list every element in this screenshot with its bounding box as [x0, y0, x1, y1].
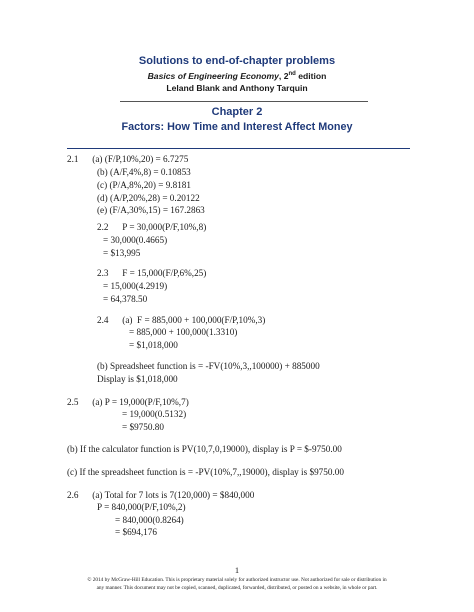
problem-2-2-step: = 30,000(0.4665) [103, 235, 168, 245]
problem-2-4-a: 2.4 (a) F = 885,000 + 100,000(F/P,10%,3) [97, 315, 266, 325]
problem-2-6-a: 2.6 (a) Total for 7 lots is 7(120,000) = $840,000 [67, 490, 255, 500]
page-number: 1 [234, 565, 240, 575]
copyright-line-2: any manner. This document may not be copied, scanned, duplicated, forwarded, distributed, or posted on a website, in whole or part. [96, 585, 378, 591]
problem-2-5-a: 2.5 (a) P = 19,000(P/F,10%,7) [67, 397, 189, 407]
problem-2-1-e: (e) (F/A,30%,15) = 167.2863 [97, 205, 205, 215]
book-line [0, 71, 474, 81]
problem-2-5-c: (c) If the spreadsheet function is = -PV(10%,7,,19000), display is $9750.00 [67, 467, 344, 477]
authors: Leland Blank and Anthony Tarquin [166, 83, 308, 93]
chapter-title: Factors: How Time and Interest Affect Money [121, 121, 353, 133]
problem-2-1-d: (d) (A/P,20%,28) = 0.20122 [97, 193, 200, 203]
doc-title: Solutions to end-of-chapter problems [138, 55, 336, 67]
problem-2-6-a-pv: P = 840,000(P/F,10%,2) [97, 502, 186, 512]
problem-2-5-a-answer: = $9750.80 [122, 422, 164, 432]
header-divider [120, 101, 368, 102]
problem-2-4-b-display: Display is $1,018,000 [97, 374, 178, 384]
problem-2-3-step: = 15,000(4.2919) [103, 281, 168, 291]
problem-2-1-c: (c) (P/A,8%,20) = 9.8181 [97, 180, 191, 190]
edition-sup: nd [288, 71, 296, 78]
problem-2-6-a-answer: = $694,176 [115, 527, 157, 537]
problem-2-4-a-step: = 885,000 + 100,000(1.3310) [129, 327, 238, 337]
problem-2-3-answer: = 64,378.50 [103, 294, 148, 304]
book-title: Basics of Engineering Economy [147, 71, 279, 81]
problem-2-4-a-answer: = $1,018,000 [129, 340, 178, 350]
edition-post: edition [295, 71, 327, 81]
problem-2-1-a: 2.1 (a) (F/P,10%,20) = 6.7275 [67, 154, 189, 164]
chapter-divider [67, 148, 410, 149]
problem-2-2-answer: = $13,995 [103, 248, 141, 258]
problem-2-5-b: (b) If the calculator function is PV(10,7,0,19000), display is P = $-9750.00 [67, 444, 342, 454]
problem-2-1-b: (b) (A/F,4%,8) = 0.10853 [97, 167, 191, 177]
chapter-number: Chapter 2 [211, 106, 263, 118]
problem-2-2: 2.2 P = 30,000(P/F,10%,8) [97, 222, 207, 232]
problem-2-3: 2.3 F = 15,000(F/P,6%,25) [97, 268, 207, 278]
problem-2-5-a-step: = 19,000(0.5132) [122, 409, 187, 419]
problem-2-4-b: (b) Spreadsheet function is = -FV(10%,3,,100000) + 885000 [97, 361, 320, 371]
copyright-line-1: © 2014 by McGraw-Hill Education. This is proprietary material solely for authorized instructor use. Not authorized for sale or distribution in [87, 577, 387, 583]
edition-pre: , 2 [278, 71, 289, 81]
problem-2-6-a-step: = 840,000(0.8264) [115, 515, 184, 525]
